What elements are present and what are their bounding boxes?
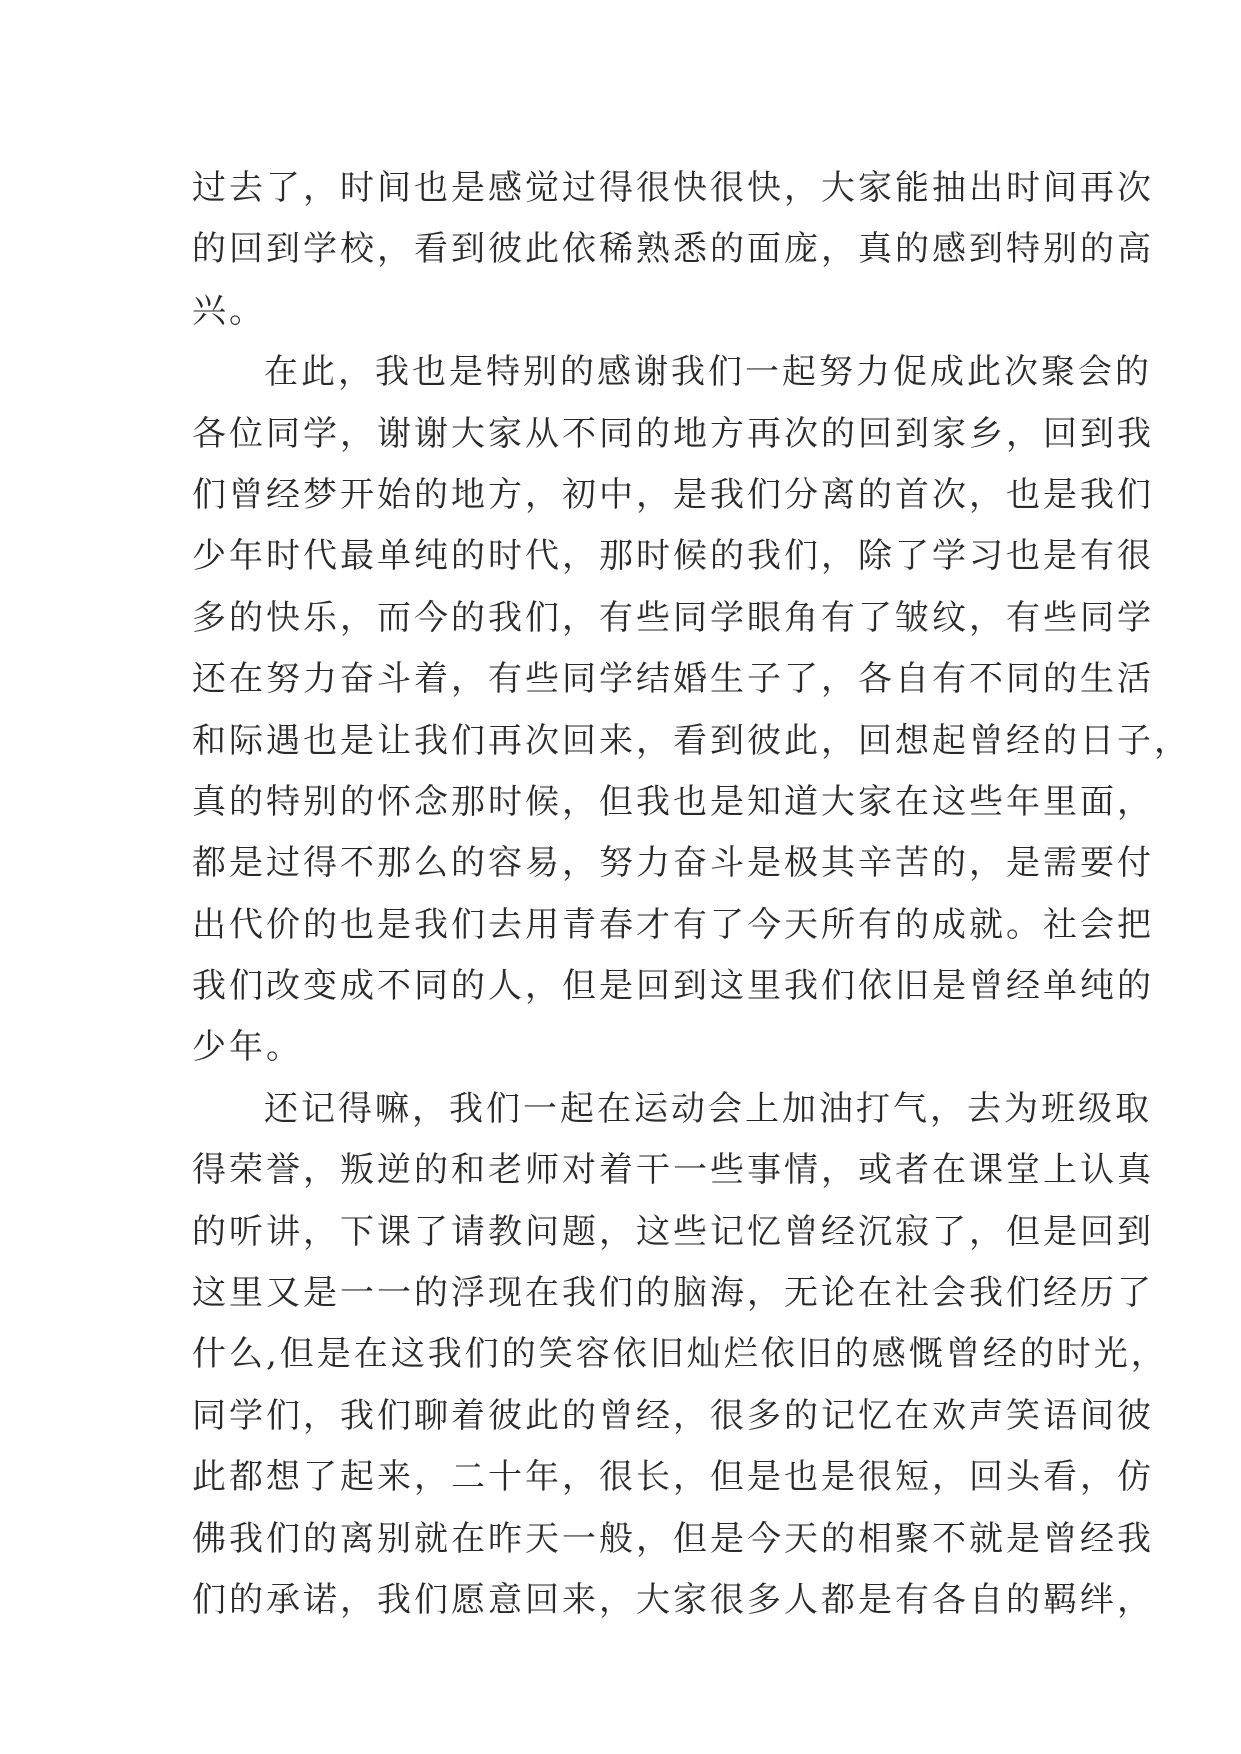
paragraph-start-line: 在此，我也是特别的感谢我们一起努力促成此次聚会的 (264, 352, 1152, 393)
text-line: 还在努力奋斗着，有些同学结婚生子了，各自有不同的生活 (192, 659, 1154, 700)
text-line: 什么,但是在这我们的笑容依旧灿烂依旧的感慨曾经的时光， (192, 1334, 1168, 1375)
text-line: 出代价的也是我们去用青春才有了今天所有的成就。社会把 (192, 904, 1154, 945)
text-line: 多的快乐，而今的我们，有些同学眼角有了皱纹，有些同学 (192, 597, 1154, 638)
text-line: 过去了，时间也是感觉过得很快很快，大家能抽出时间再次 (192, 168, 1154, 208)
text-line: 都是过得不那么的容易，努力奋斗是极其辛苦的，是需要付 (192, 843, 1154, 884)
text-line: 我们改变成不同的人，但是回到这里我们依旧是曾经单纯的 (192, 966, 1154, 1007)
text-line: 的回到学校，看到彼此依稀熟悉的面庞，真的感到特别的高 (192, 229, 1154, 270)
text-line: 们曾经梦开始的地方，初中，是我们分离的首次，也是我们 (192, 474, 1154, 515)
text-line: 真的特别的怀念那时候，但我也是知道大家在这些年里面， (192, 781, 1154, 822)
text-line: 和际遇也是让我们再次回来，看到彼此，回想起曾经的日子， (192, 720, 1191, 761)
paragraph-start-line: 还记得嘛，我们一起在运动会上加油打气，去为班级取 (264, 1088, 1152, 1129)
text-line: 这里又是一一的浮现在我们的脑海，无论在社会我们经历了 (192, 1273, 1154, 1314)
text-line: 们的承诺，我们愿意回来，大家很多人都是有各自的羁绊， (192, 1579, 1154, 1620)
text-line: 各位同学，谢谢大家从不同的地方再次的回到家乡，回到我 (192, 413, 1154, 454)
text-line: 兴。 (192, 290, 266, 331)
text-line: 此都想了起来，二十年，很长，但是也是很短，回头看，仿 (192, 1457, 1154, 1498)
text-line: 得荣誉，叛逆的和老师对着干一些事情，或者在课堂上认真 (192, 1150, 1154, 1191)
text-line: 少年。 (192, 1027, 303, 1068)
text-line: 少年时代最单纯的时代，那时候的我们，除了学习也是有很 (192, 536, 1154, 577)
text-line: 同学们，我们聊着彼此的曾经，很多的记忆在欢声笑语间彼 (192, 1395, 1154, 1436)
text-line: 的听讲，下课了请教问题，这些记忆曾经沉寂了，但是回到 (192, 1211, 1154, 1252)
body-text (192, 158, 1191, 1631)
text-line: 佛我们的离别就在昨天一般，但是今天的相聚不就是曾经我 (192, 1518, 1154, 1559)
